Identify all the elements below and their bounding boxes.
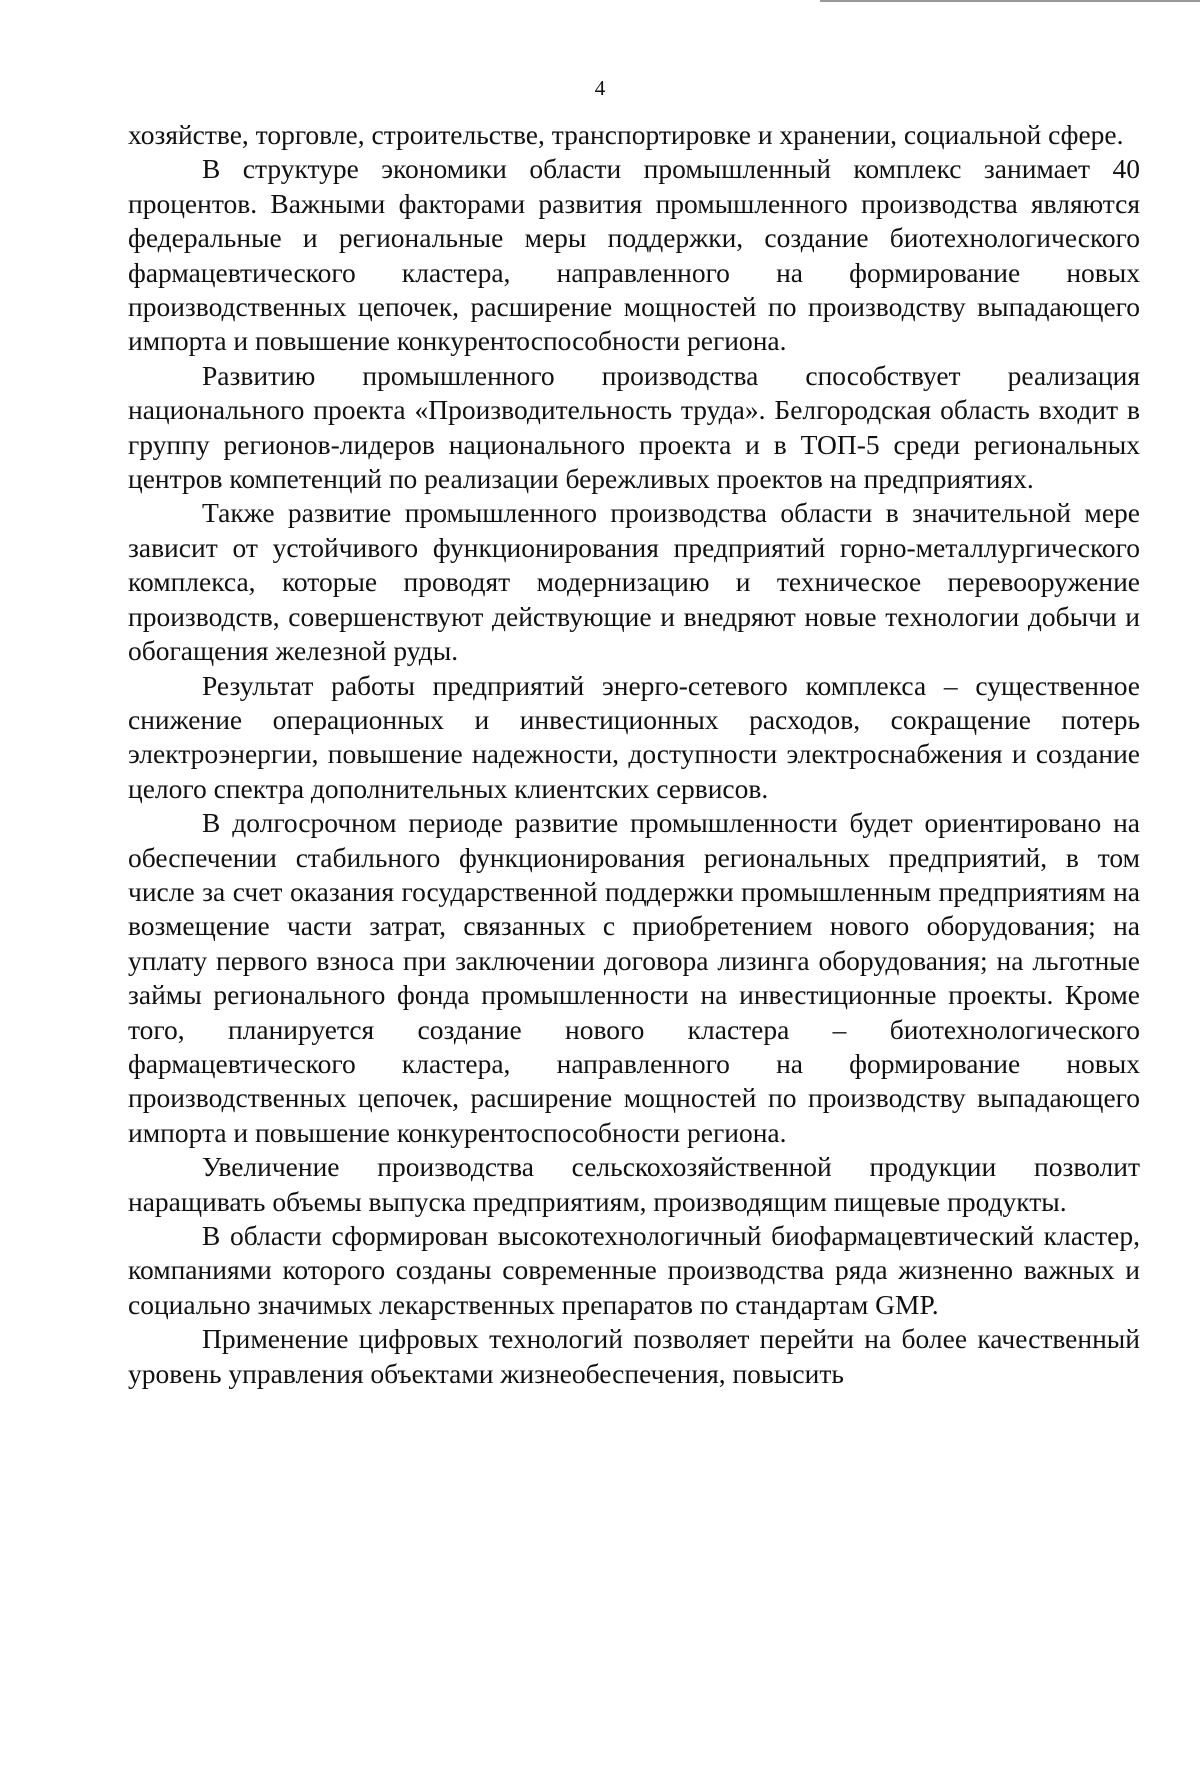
paragraph-mining-complex: Также развитие промышленного производства области в значительной мере зависит от устойчивого функционирования предприятий горно-металлургического комплекса, которые проводят модернизацию и техническое перевооружение производств, совершенствуют действующие и внедряют новые технологии добычи и обогащения железной руды. bbox=[128, 497, 1140, 667]
body-text bbox=[128, 118, 1140, 1391]
paragraph-industry-structure: В структуре экономики области промышленный комплекс занимает 40 процентов. Важными факторами развития промышленного производства являются федеральные и региональные меры поддержки, создание биотехнологического фармацевтического кластера, направленного на формирование новых производственных цепочек, расширение мощностей по производству выпадающего импорта и повышение конкурентоспособности региона. bbox=[128, 153, 1140, 357]
paragraph-national-project: Развитию промышленного производства способствует реализация национального проекта «Производительность труда». Белгородская область входит в группу регионов-лидеров национального проекта и в ТОП-5 среди региональных центров компетенций по реализации бережливых проектов на предприятиях. bbox=[128, 359, 1140, 495]
paragraph-biopharma-cluster: В области сформирован высокотехнологичный биофармацевтический кластер, компаниями которого созданы современные производства ряда жизненно важных и социально значимых лекарственных препаратов по стандартам GMP. bbox=[128, 1220, 1140, 1320]
top-edge-rule bbox=[820, 0, 1200, 2]
paragraph-energy-complex: Результат работы предприятий энерго-сетевого комплекса – существенное снижение операционных и инвестиционных расходов, сокращение потерь электроэнергии, повышение надежности, доступности электроснабжения и создание целого спектра дополнительных клиентских сервисов. bbox=[128, 669, 1140, 804]
paragraph-long-term-industry: В долгосрочном периоде развитие промышленности будет ориентировано на обеспечении стабильного функционирования региональных предприятий, в том числе за счет оказания государственной поддержки промышленным предприятиям на возмещение части затрат, связанных с приобретением нового оборудования; на уплату первого взноса при заключении договора лизинга оборудования; на льготные займы регионального фонда промышленности на инвестиционные проекты. Кроме того, планируется создание нового кластера – биотехнологического фармацевтического кластера, направленного на формирование новых производственных цепочек, расширение мощностей по производству выпадающего импорта и повышение конкурентоспособности региона. bbox=[128, 807, 1140, 1148]
page-number: 4 bbox=[594, 76, 606, 100]
paragraph-agriculture-food: Увеличение производства сельскохозяйственной продукции позволит наращивать объемы выпуска предприятиям, производящим пищевые продукты. bbox=[128, 1151, 1140, 1217]
paragraph-continuation: хозяйстве, торговле, строительстве, транспортировке и хранении, социальной сфере. bbox=[128, 119, 1124, 150]
paragraph-digital-technologies: Применение цифровых технологий позволяет перейти на более качественный уровень управления объектами жизнеобеспечения, повысить bbox=[128, 1323, 1140, 1389]
